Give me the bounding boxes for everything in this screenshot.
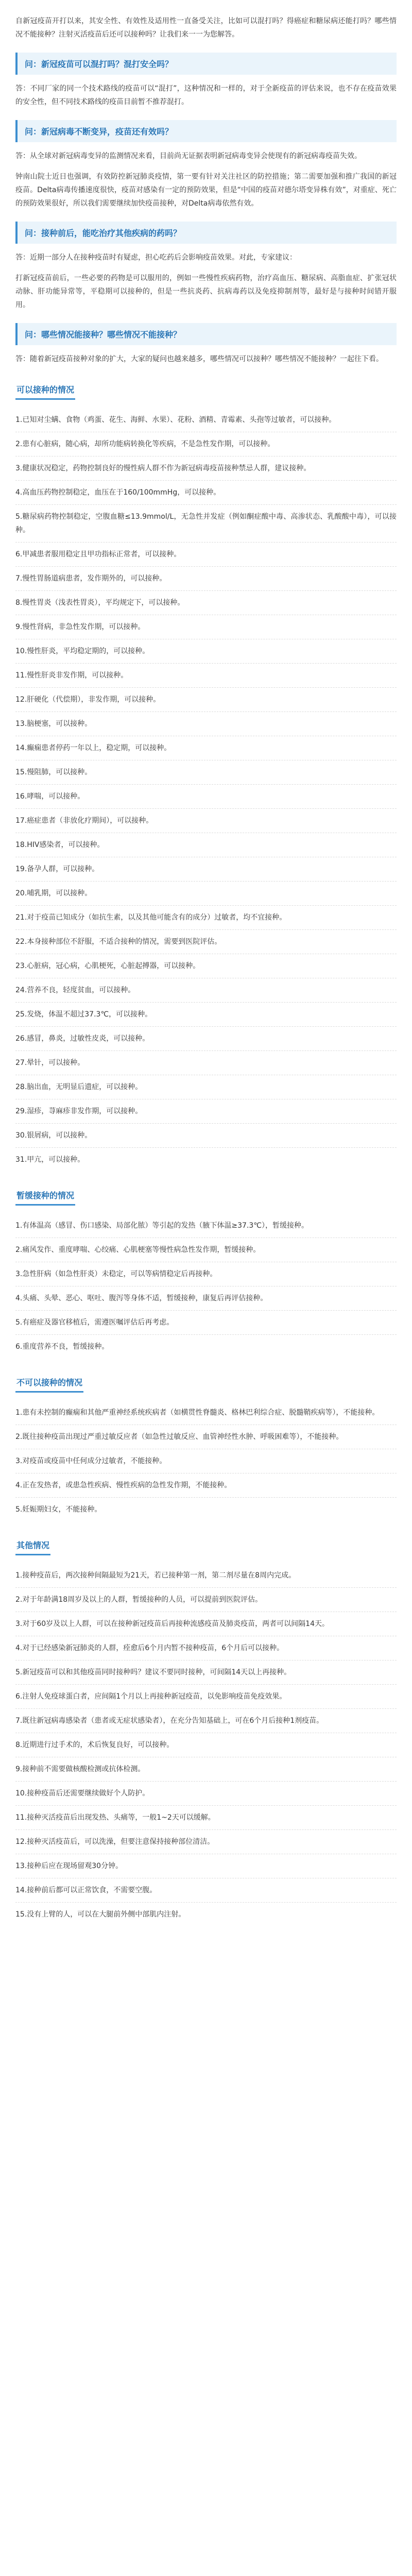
list-item: 10.慢性肝炎，平均稳定期的，可以接种。 <box>15 639 397 664</box>
list-item: 3.健康状况稳定，药物控制良好的慢性病人群不作为新冠病毒疫苗接种禁忌人群，建议接种。 <box>15 456 397 481</box>
answer-detail-paragraph: 打新冠疫苗前后，一些必要的药物是可以服用的，例如一些慢性疾病药物，治疗高血压、糖尿病、高脂血症、扩张冠状动脉、肝功能异常等，平稳期可以接种的，但是一些抗炎药、抗病毒药以及免疫抑制剂等，最好是与接种时间错开服用。 <box>15 274 397 309</box>
list-item: 12.肝硬化（代偿期），非发作期，可以接种。 <box>15 688 397 712</box>
list-item: 1.有体温高（感冒、伤口感染、局部化脓）等引起的发热（腋下体温≥37.3℃），暂缓接种。 <box>15 1214 397 1238</box>
list-item: 11.接种灭活疫苗后出现发热、头痛等，一般1~2天可以缓解。 <box>15 1806 397 1830</box>
intro-paragraph: 自新冠疫苗开打以来，其安全性、有效性及适用性一直备受关注，比如可以混打吗？得癌症和糖尿病还能打吗？哪些情况不能接种？注射灭活疫苗后还可以接种吗？让我们来一一为您解答。 <box>15 17 397 39</box>
answer-paragraph: 答：从全球对新冠病毒变异的监测情况来看，目前尚无证据表明新冠病毒变异会使现有的新冠病毒疫苗失效。 <box>15 152 362 160</box>
list-item: 6.甲减患者服用稳定且甲功指标正常者，可以接种。 <box>15 543 397 567</box>
list-item: 2.患有心脏病，随心病，却所功能病转换化等疾病，不是急性发作期，可以接种。 <box>15 432 397 456</box>
qa-block-eligibility <box>15 323 397 366</box>
list-item: 13.脑梗塞，可以接种。 <box>15 712 397 736</box>
list-item: 5.新冠疫苗可以和其他疫苗同时接种吗？建议不要同时接种，可间隔14天以上再接种。 <box>15 1660 397 1685</box>
list-item: 5.糖尿病药物控制稳定，空腹血糖≤13.9mmol/L，无急性并发症（例如酮症酸中毒、高渗状态、乳酸酸中毒），可以接种。 <box>15 505 397 543</box>
section-title-text: 其他情况 <box>15 1539 50 1555</box>
section-title-text: 可以接种的情况 <box>15 383 75 400</box>
answer-paragraph: 答：近期一部分人在接种疫苗时有疑虑，担心吃药后会影响疫苗效果。对此，专家建议： <box>15 253 297 262</box>
list-item: 16.哮喘，可以接种。 <box>15 785 397 809</box>
list-item: 12.接种灭活疫苗后，可以洗澡，但要注意保持接种部位清洁。 <box>15 1830 397 1854</box>
list-item: 5.妊娠期妇女，不能接种。 <box>15 1505 102 1514</box>
section-title-cannot <box>15 1376 397 1393</box>
list-item: 24.营养不良，轻度贫血，可以接种。 <box>15 978 397 1003</box>
question-heading: 问：新冠病毒不断变异，疫苗还有效吗？ <box>15 120 397 142</box>
list-item: 2.既往接种疫苗出现过严重过敏反应者（如急性过敏反应、血管神经性水肿、呼吸困难等），不能接种。 <box>15 1425 397 1449</box>
other-situations-list <box>15 1564 397 1926</box>
answer-paragraph: 答：随着新冠疫苗接种对象的扩大，大家的疑问也越来越多，哪些情况可以接种？哪些情况不能接种？一起往下看。 <box>15 355 383 363</box>
list-item: 9.接种前不需要做核酸检测或抗体检测。 <box>15 1757 397 1782</box>
list-item: 27.晕针，可以接种。 <box>15 1051 397 1075</box>
list-item: 13.接种后应在现场留观30分钟。 <box>15 1854 397 1878</box>
list-item: 19.备孕人群，可以接种。 <box>15 857 397 882</box>
list-item: 20.哺乳期，可以接种。 <box>15 882 397 906</box>
question-heading: 问：哪些情况能接种？哪些情况不能接种？ <box>15 323 397 345</box>
list-item: 8.慢性胃炎（浅表性胃炎），平均规定下，可以接种。 <box>15 591 397 615</box>
list-item: 21.对于疫苗已知成分（如抗生素，以及其他可能含有的成分）过敏者，均不宜接种。 <box>15 906 397 930</box>
section-title-other <box>15 1539 397 1555</box>
list-item: 3.急性肝病（如急性肝炎）未稳定，可以等病情稳定后再接种。 <box>15 1262 397 1286</box>
list-item: 7.慢性胃肠道病患者，发作期外的，可以接种。 <box>15 567 397 591</box>
list-item: 3.对于60岁及以上人群，可以在接种新冠疫苗后再接种流感疫苗及肺炎疫苗，两者可以间隔14天。 <box>15 1612 397 1636</box>
list-item: 3.对疫苗或疫苗中任何成分过敏者，不能接种。 <box>15 1449 397 1473</box>
cannot-vaccinate-list <box>15 1401 397 1521</box>
qa-block-variant <box>15 120 397 210</box>
list-item: 14.接种前后都可以正常饮食，不需要空腹。 <box>15 1878 397 1903</box>
list-item: 2.痛风发作、重度哮喘、心绞痛、心肌梗塞等慢性病急性发作期，暂缓接种。 <box>15 1238 397 1262</box>
list-item: 7.既往新冠病毒感染者（患者或无症状感染者），在充分告知基础上，可在6个月后接种1剂疫苗。 <box>15 1709 397 1733</box>
list-item: 22.本身接种部位不舒服，不适合接种的情况，需要到医院评估。 <box>15 930 397 954</box>
list-item: 1.接种疫苗后，两次接种间隔最短为21天，若已接种第一剂，第二剂尽量在8周内完成。 <box>15 1564 397 1588</box>
postpone-list <box>15 1214 397 1359</box>
section-title-postpone <box>15 1189 397 1206</box>
list-item: 14.癫痫患者停药一年以上，稳定期，可以接种。 <box>15 736 397 760</box>
list-item: 29.湿疹，荨麻疹非发作期，可以接种。 <box>15 1099 397 1124</box>
list-item: 4.头痛、头晕、恶心、呕吐、腹泻等身体不适，暂缓接种，康复后再评估接种。 <box>15 1286 397 1311</box>
list-item: 30.银屑病，可以接种。 <box>15 1124 397 1148</box>
list-item: 11.慢性肝炎非发作期，可以接种。 <box>15 664 397 688</box>
qa-block-mix <box>15 53 397 109</box>
section-title-text: 不可以接种的情况 <box>15 1376 83 1393</box>
answer-detail-paragraph: 钟南山院士近日也强调，有效防控新冠肺炎疫情，第一要有针对关注社区的防控措施；第二需要加强和推广我国的新冠疫苗。Delta病毒传播速度很快，疫苗对感染有一定的预防效果，但是“中国的疫苗对德尔塔变异株有效”，对重症、死亡的预防效果很好，所以我们需要继续加快疫苗接种，对Delta病毒依然有效。 <box>15 173 397 208</box>
question-heading: 问：新冠疫苗可以混打吗？混打安全吗？ <box>15 53 397 75</box>
answer-paragraph: 答：不同厂家的同一个技术路线的疫苗可以“混打”，这种情况和一样的，对于全新疫苗的评估来说，也不存在疫苗效果的安全性，但不同技术路线的疫苗目前暂不推荐混打。 <box>15 84 397 106</box>
list-item: 15.慢阻肺，可以接种。 <box>15 760 397 785</box>
list-item: 1.患有未控制的癫痫和其他严重神经系统疾病者（如横贯性脊髓炎、格林巴利综合症、脱髓鞘疾病等），不能接种。 <box>15 1401 397 1425</box>
list-item: 9.慢性肾病，非急性发作期，可以接种。 <box>15 615 397 639</box>
list-item: 4.高血压药物控制稳定，血压在于160/100mmHg，可以接种。 <box>15 481 397 505</box>
list-item: 4.对于已经感染新冠肺炎的人群，痊愈后6个月内暂不接种疫苗，6个月后可以接种。 <box>15 1636 397 1660</box>
list-item: 1.已知对尘螨、食物（鸡蛋、花生、海鲜、水果）、花粉、酒精、青霉素、头孢等过敏者，可以接种。 <box>15 408 397 432</box>
section-title-text: 暂缓接种的情况 <box>15 1189 75 1206</box>
list-item: 2.对于年龄满18周岁及以上的人群，暂缓接种的人员，可以提前到医院评估。 <box>15 1588 397 1612</box>
list-item: 6.重度营养不良，暂缓接种。 <box>15 1343 109 1351</box>
list-item: 26.感冒，鼻炎，过敏性皮炎，可以接种。 <box>15 1027 397 1051</box>
list-item: 4.正在发热者，或患急性疾病、慢性疾病的急性发作期，不能接种。 <box>15 1473 397 1498</box>
list-item: 17.癌症患者（非放化疗期间），可以接种。 <box>15 809 397 833</box>
list-item: 31.甲亢，可以接种。 <box>15 1156 85 1164</box>
list-item: 18.HIV感染者，可以接种。 <box>15 833 397 857</box>
list-item: 15.没有上臂的人，可以在大腿前外侧中部肌内注射。 <box>15 1910 186 1919</box>
list-item: 28.脑出血，无明显后遗症，可以接种。 <box>15 1075 397 1099</box>
list-item: 10.接种疫苗后还需要继续做好个人防护。 <box>15 1782 397 1806</box>
list-item: 6.注射人免疫球蛋白者，应间隔1个月以上再接种新冠疫苗，以免影响疫苗免疫效果。 <box>15 1685 397 1709</box>
list-item: 25.发烧，体温不超过37.3℃，可以接种。 <box>15 1003 397 1027</box>
can-vaccinate-list <box>15 408 397 1172</box>
question-heading: 问：接种前后，能吃治疗其他疾病的药吗？ <box>15 222 397 244</box>
qa-block-medicine <box>15 222 397 312</box>
section-title-can <box>15 383 397 400</box>
list-item: 23.心脏病，冠心病，心肌梗死，心脏起搏器，可以接种。 <box>15 954 397 978</box>
list-item: 5.有癌症及器官移植后，需遵医嘱评估后再考虑。 <box>15 1311 397 1335</box>
list-item: 8.近期进行过手术的，术后恢复良好，可以接种。 <box>15 1733 397 1757</box>
